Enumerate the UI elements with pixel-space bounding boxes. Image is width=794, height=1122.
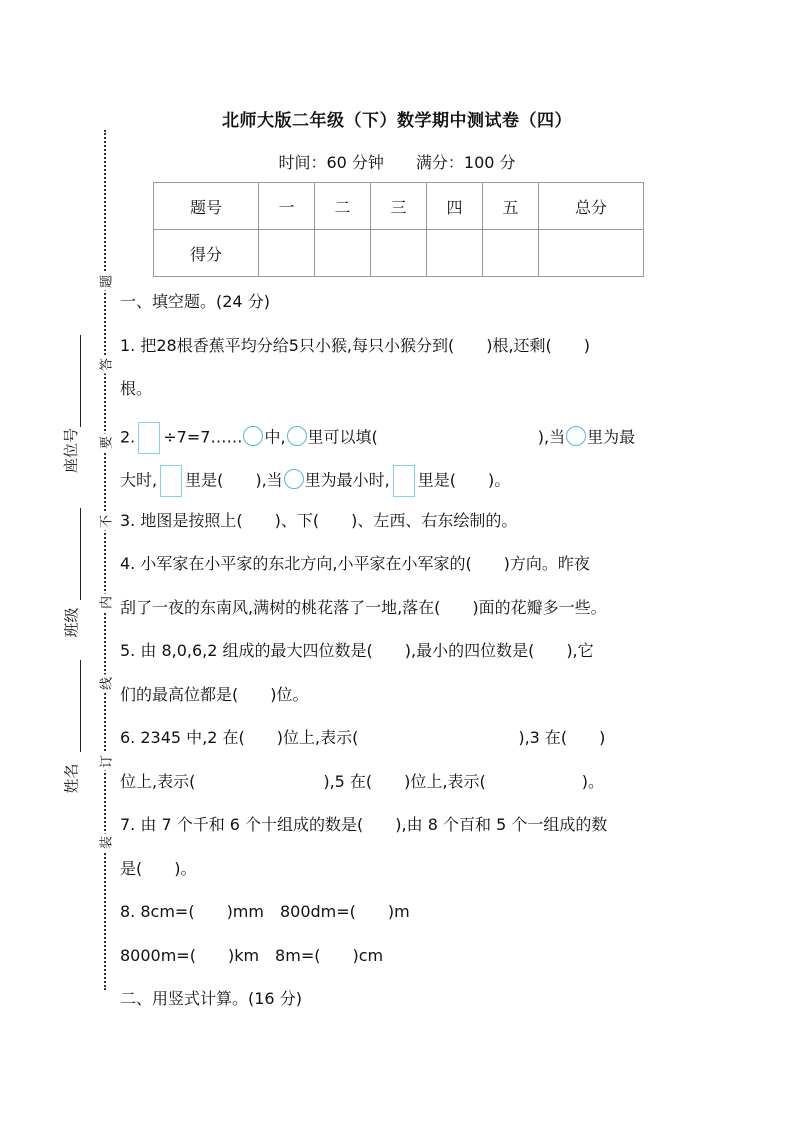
question-2-number: 2.	[120, 427, 136, 447]
score-table-cell: 题号	[154, 183, 259, 230]
question-2-text: ÷7=7……	[163, 427, 243, 447]
binding-char: 订	[96, 753, 115, 771]
page-title: 北师大版二年级（下）数学期中测试卷（四）	[222, 111, 572, 131]
dividend-box	[393, 465, 415, 497]
question-1-line-2: 根。	[120, 379, 153, 398]
score-entry-cell[interactable]	[315, 230, 371, 277]
remainder-circle	[287, 426, 307, 446]
exam-time: 时间：60 分钟	[278, 153, 384, 172]
remainder-circle	[284, 469, 304, 489]
question-2-text: 中,	[264, 427, 286, 447]
question-2-text: 里是( ),当	[185, 470, 283, 490]
score-table-cell: 五	[483, 183, 539, 230]
binding-char: 不	[96, 513, 115, 531]
dividend-box	[138, 422, 160, 454]
exam-full-score: 满分：100 分	[415, 153, 516, 172]
question-4-line-2: 刮了一夜的东南风,满树的桃花落了一地,落在( )面的花瓣多一些。	[120, 598, 607, 617]
score-table-cell: 一	[259, 183, 315, 230]
dividend-box	[160, 465, 182, 497]
question-6-line-1: 6. 2345 中,2 在( )位上,表示( ),3 在( )	[120, 728, 606, 747]
score-entry-cell[interactable]	[483, 230, 539, 277]
section-1-heading: 一、填空题。(24 分)	[120, 292, 270, 311]
score-entry-cell[interactable]	[539, 230, 644, 277]
class-label: 班级	[62, 607, 81, 638]
score-table-header-row	[154, 183, 644, 230]
score-entry-cell[interactable]	[371, 230, 427, 277]
score-table-cell: 三	[371, 183, 427, 230]
question-5-line-2: 们的最高位都是( )位。	[120, 685, 309, 704]
question-2-text: 里为最小时,	[304, 470, 390, 490]
question-7-line-2: 是( )。	[120, 859, 197, 878]
name-label: 姓名	[62, 763, 81, 794]
exam-info	[0, 150, 794, 173]
score-table-cell: 得分	[154, 230, 259, 277]
question-2-text: 里为最	[587, 427, 636, 447]
seat-number-label: 座位号	[62, 427, 81, 474]
name-rule	[80, 660, 81, 752]
question-1-line-1: 1. 把28根香蕉平均分给5只小猴,每只小猴分到( )根,还剩( )	[120, 336, 591, 355]
question-2-line-2	[120, 465, 510, 497]
binding-dotted-line	[104, 130, 106, 990]
seat-number-rule	[80, 335, 81, 427]
question-3: 3. 地图是按照上( )、下( )、左西、右东绘制的。	[120, 511, 518, 530]
score-entry-cell[interactable]	[427, 230, 483, 277]
question-4-line-1: 4. 小军家在小平家的东北方向,小平家在小军家的( )方向。昨夜	[120, 554, 590, 573]
question-7-line-1: 7. 由 7 个千和 6 个十组成的数是( ),由 8 个百和 5 个一组成的数	[120, 815, 608, 834]
score-entry-cell[interactable]	[259, 230, 315, 277]
question-5-line-1: 5. 由 8,0,6,2 组成的最大四位数是( ),最小的四位数是( ),它	[120, 641, 594, 660]
binding-char: 装	[96, 834, 115, 852]
question-2-line-1	[120, 422, 635, 454]
score-table-cell: 总分	[539, 183, 644, 230]
binding-char: 题	[96, 273, 115, 291]
binding-char: 答	[96, 356, 115, 374]
section-2-heading: 二、用竖式计算。(16 分)	[120, 989, 302, 1008]
binding-char: 内	[96, 594, 115, 612]
score-table-cell: 二	[315, 183, 371, 230]
remainder-circle	[243, 426, 263, 446]
binding-char: 线	[96, 675, 115, 693]
question-2-text: 大时,	[120, 470, 158, 490]
question-2-text: 里可以填( ),当	[307, 427, 566, 447]
score-table	[153, 182, 644, 277]
question-6-line-2: 位上,表示( ),5 在( )位上,表示( )。	[120, 772, 604, 791]
question-2-text: 里是( )。	[417, 470, 511, 490]
class-rule	[80, 508, 81, 600]
remainder-circle	[566, 426, 586, 446]
question-8-line-2: 8000m=( )km 8m=( )cm	[120, 946, 384, 965]
binding-char: 要	[96, 434, 115, 452]
question-8-line-1: 8. 8cm=( )mm 800dm=( )m	[120, 902, 410, 921]
score-table-score-row	[154, 230, 644, 277]
score-table-cell: 四	[427, 183, 483, 230]
